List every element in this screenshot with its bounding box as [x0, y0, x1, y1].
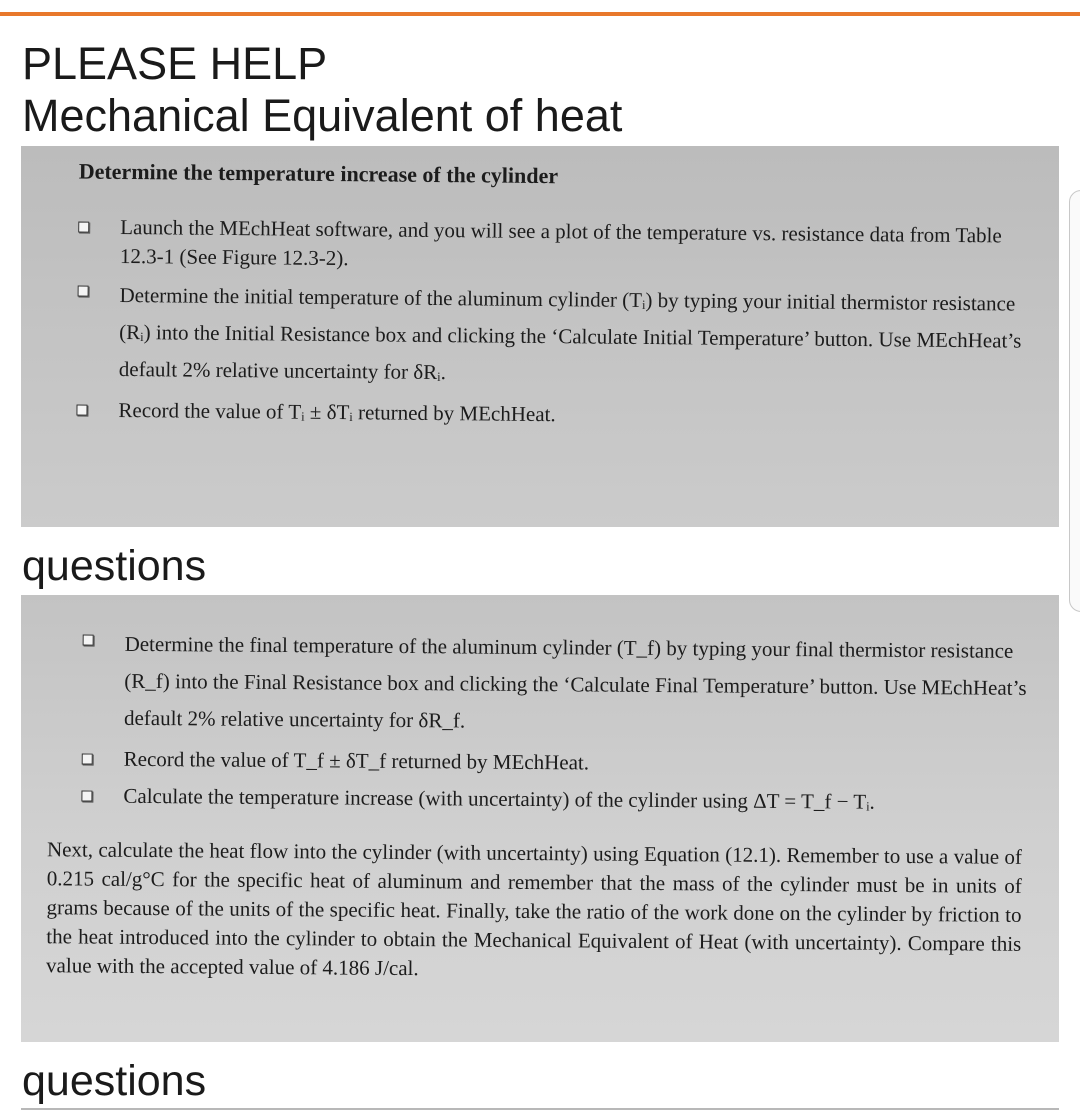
checkbox-icon	[82, 753, 93, 764]
list-item-text: Launch the MEchHeat software, and you will see a plot of the temperature vs. resistance data from Table 12.3-1 (See Figure 12.3-2).	[119, 214, 1002, 271]
list-item-text: Record the value of T_f ± δT_f returned by MEchHeat.	[123, 746, 590, 775]
list-item-text: Determine the initial temperature of the aluminum cylinder (Tᵢ) by typing your initial thermistor resistance (Rᵢ) into the Initial Resistance box and clicking the ‘Calculate Initial Temperature’ button. Use MEchHeat’s default 2% relative uncertainty for δRᵢ.	[118, 282, 1022, 385]
list-item	[82, 744, 1028, 780]
checkbox-icon	[78, 222, 89, 233]
section-label: questions	[22, 1057, 207, 1105]
list-item-text: Calculate the temperature increase (with uncertainty) of the cylinder using ΔT = T_f − Tᵢ.	[123, 783, 875, 814]
accent-top-bar	[0, 12, 1080, 16]
question-image-2[interactable]	[21, 595, 1059, 1042]
checkbox-icon	[78, 286, 89, 297]
checkbox-icon	[81, 790, 92, 801]
post-title-line-2: Mechanical Equivalent of heat	[22, 90, 623, 141]
question-image-1[interactable]	[21, 146, 1059, 527]
checkbox-icon	[83, 634, 94, 645]
instruction-list-2	[81, 625, 1028, 825]
post-title-line-1: PLEASE HELP	[22, 38, 328, 89]
list-item-text: Record the value of Tᵢ ± δTᵢ returned by MEchHeat.	[118, 397, 556, 427]
section-label: questions	[22, 542, 207, 590]
list-item	[82, 625, 1029, 743]
checkbox-icon	[76, 405, 87, 416]
instruction-list-1	[76, 213, 1028, 442]
scroll-indicator[interactable]	[1069, 190, 1080, 612]
list-item	[78, 213, 1029, 280]
image-heading: Determine the temperature increase of the cylinder	[78, 158, 559, 189]
list-item	[77, 277, 1028, 397]
post-title	[22, 38, 622, 142]
divider	[21, 1108, 1059, 1110]
list-item-text: Determine the final temperature of the aluminum cylinder (T_f) by typing your final thermistor resistance (R_f) into the Final Resistance box and clicking the ‘Calculate Final Temperature’ button. Use MEchHeat’s default 2% relative uncertainty for δR_f.	[123, 631, 1027, 733]
list-item	[76, 396, 1026, 434]
instruction-paragraph: Next, calculate the heat flow into the cylinder (with uncertainty) using Equation (12.1). Remember to use a value of 0.215 cal/g°C for the specific heat of aluminum and remember that the mass of the cylinder must be in units of grams because of the units of the specific heat. Finally, take the ratio of the work done on the cylinder by friction to the heat introduced into the cylinder to obtain the Mechanical Equivalent of Heat (with uncertainty). Compare this value with the accepted value of 4.186 J/cal.	[45, 837, 1023, 981]
list-item	[81, 781, 1027, 817]
